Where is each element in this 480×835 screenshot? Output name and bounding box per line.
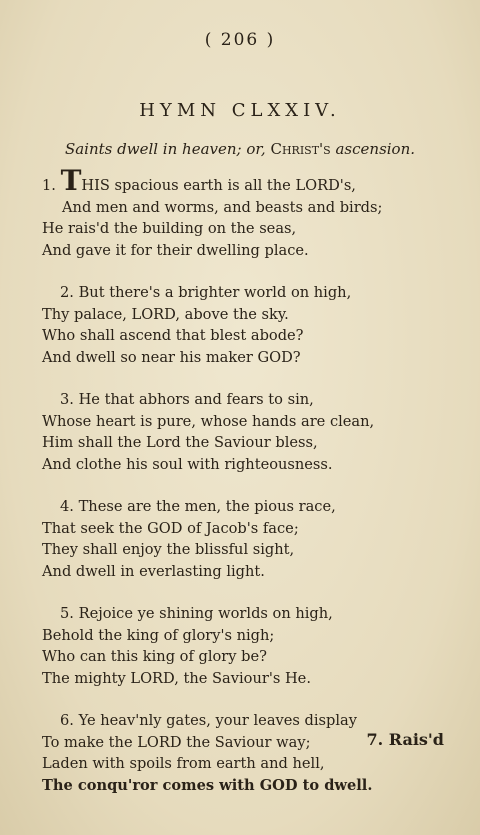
subtitle-part4: ascension. [335,140,416,158]
stanza-2 [42,282,450,368]
stanza-number: 6. [60,712,74,729]
stanza-number: 5. [60,605,74,622]
stanza-line [42,282,450,304]
stanza-line: Thy palace, LORD, above the sky. [42,305,289,323]
stanza-line: To make the LORD the Saviour way; [42,733,311,751]
stanza-line: And dwell in everlasting light. [42,562,265,580]
subtitle-part1: Saints dwell in heaven; [64,140,242,158]
stanza-line: The conqu'ror comes with GOD to dwell. [42,776,373,794]
hymn-title: HYMN CLXXIV. [139,100,341,121]
stanza-line: They shall enjoy the blissful sight, [42,541,295,558]
stanza-line: And men and worms, and beasts and birds; [62,198,383,216]
stanza-1 [42,164,450,261]
stanza-line: Laden with spoils from earth and hell, [42,755,325,772]
verse-line: Rejoice ye shining worlds on high, [78,605,333,622]
stanza-number: 4. [60,498,74,515]
stanza-number: 2. [60,284,74,301]
stanza-line [42,389,450,411]
stanza-line: That seek the GOD of Jacob's face; [42,519,299,537]
stanza-line [42,496,450,518]
stanza-line: Behold the king of glory's nigh; [42,626,275,644]
stanza-line: Whose heart is pure, whose hands are clean, [42,412,375,430]
verse-line: He that abhors and fears to sin, [78,391,314,408]
page-number: ( 206 ) [204,30,276,50]
stanza-4 [42,496,450,582]
verse-line: HIS spacious earth is all the LORD's, [81,177,356,194]
drop-cap: T [60,164,82,197]
stanza-line [42,603,450,625]
stanza-6 [42,710,450,796]
stanza-line: And clothe his soul with righteousness. [42,455,333,473]
verse-line: But there's a brighter world on high, [78,284,352,301]
stanza-line: And gave it for their dwelling place. [42,241,309,259]
hymn-subtitle [0,140,480,158]
hymn-verses [42,164,450,817]
subtitle-part2: or, [246,140,266,158]
stanza-line: He rais'd the building on the seas, [42,220,297,237]
stanza-line: Who can this king of glory be? [42,648,267,665]
stanza-line: And dwell so near his maker GOD? [42,348,301,366]
stanza-line: Him shall the Lord the Saviour bless, [42,434,318,451]
stanza-line [42,164,450,197]
stanza-line: The mighty LORD, the Saviour's He. [42,669,311,687]
subtitle-part3: Christ's [270,140,331,158]
stanza-number: 1. [42,177,56,194]
stanza-5 [42,603,450,689]
stanza-number: 3. [60,391,74,408]
stanza-3 [42,389,450,475]
verse-line: Ye heav'nly gates, your leaves display [78,712,357,729]
catchword: 7. Rais'd [366,730,444,749]
verse-line: These are the men, the pious race, [78,498,336,515]
stanza-line [42,710,450,732]
stanza-line: Who shall ascend that blest abode? [42,327,304,344]
